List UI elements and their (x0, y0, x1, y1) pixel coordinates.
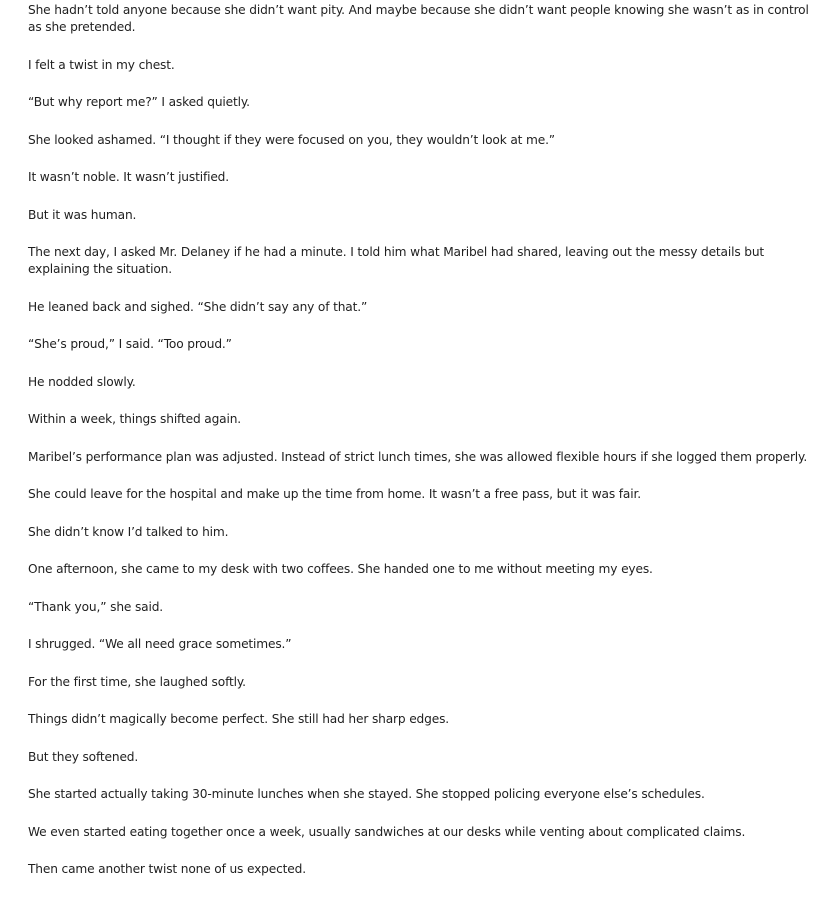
paragraph: The next day, I asked Mr. Delaney if he had a minute. I told him what Maribel had shared, leaving out the messy details but explaining the situation. (28, 245, 765, 276)
paragraph: But they softened. (28, 749, 139, 764)
paragraph: “But why report me?” I asked quietly. (28, 95, 250, 109)
paragraph: I felt a twist in my chest. (28, 57, 175, 72)
paragraph: Then came another twist none of us expected. (28, 862, 306, 876)
paragraph: She could leave for the hospital and make up the time from home. It wasn’t a free pass, but it was fair. (28, 487, 641, 501)
paragraph: We even started eating together once a week, usually sandwiches at our desks while venting about complicated claims. (28, 824, 746, 839)
paragraph: Maribel’s performance plan was adjusted. Instead of strict lunch times, she was allowed flexible hours if she logged them properly. (28, 449, 808, 464)
paragraph: One afternoon, she came to my desk with two coffees. She handed one to me without meeting my eyes. (28, 562, 653, 576)
paragraph: He nodded slowly. (28, 374, 136, 389)
paragraph: She hadn’t told anyone because she didn’t want pity. And maybe because she didn’t want people knowing she wasn’t as in control as she pretended. (28, 3, 809, 34)
paragraph: She looked ashamed. “I thought if they were focused on you, they wouldn’t look at me.” (28, 132, 555, 147)
paragraph: She didn’t know I’d talked to him. (28, 524, 229, 539)
article-body (28, 2, 818, 899)
paragraph: For the first time, she laughed softly. (28, 674, 246, 689)
paragraph: “Thank you,” she said. (28, 599, 164, 614)
paragraph: Things didn’t magically become perfect. She still had her sharp edges. (28, 712, 449, 726)
paragraph: She started actually taking 30-minute lunches when she stayed. She stopped policing everyone else’s schedules. (28, 787, 705, 801)
paragraph: It wasn’t noble. It wasn’t justified. (28, 170, 229, 184)
paragraph: But it was human. (28, 207, 137, 222)
paragraph: I shrugged. “We all need grace sometimes.” (28, 637, 292, 651)
paragraph: He leaned back and sighed. “She didn’t say any of that.” (28, 299, 368, 314)
paragraph: Within a week, things shifted again. (28, 412, 242, 426)
paragraph: “She’s proud,” I said. “Too proud.” (28, 337, 232, 351)
